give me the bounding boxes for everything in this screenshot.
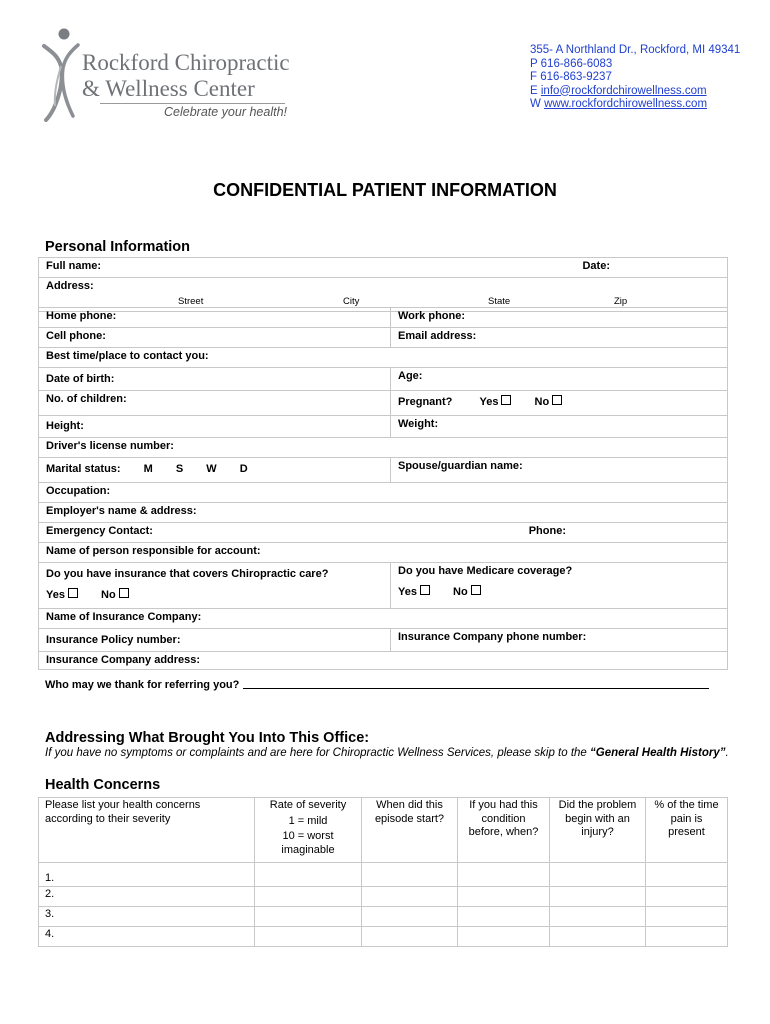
personal-info-heading: Personal Information	[45, 239, 191, 255]
pregnant-field	[391, 391, 728, 416]
personal-info-table	[38, 257, 728, 312]
work-phone-field[interactable]: Work phone:	[391, 308, 728, 328]
age-field[interactable]: Age:	[391, 368, 728, 391]
zip-label: Zip	[614, 296, 628, 307]
person-figure-icon	[40, 28, 80, 122]
web-prefix: W	[530, 98, 541, 110]
pregnant-no-checkbox[interactable]	[552, 395, 562, 405]
marital-label: Marital status:	[46, 463, 121, 475]
policy-number-field[interactable]: Insurance Policy number:	[39, 629, 391, 652]
emergency-contact-field[interactable]: Emergency Contact: Phone:	[39, 523, 728, 543]
logo-name-line2: & Wellness Center	[82, 76, 255, 101]
address-label: Address:	[46, 280, 94, 292]
logo-tagline: Celebrate your health!	[164, 105, 287, 119]
col-previous: If you had this condition before, when?	[458, 798, 550, 863]
pregnant-yes-checkbox[interactable]	[501, 395, 511, 405]
cell-phone-field[interactable]: Cell phone:	[39, 328, 391, 348]
height-field[interactable]: Height:	[39, 416, 391, 438]
company-address-field[interactable]: Insurance Company address:	[39, 652, 728, 670]
responsible-person-field[interactable]: Name of person responsible for account:	[39, 543, 728, 563]
email-field[interactable]: Email address:	[391, 328, 728, 348]
emergency-phone-label: Phone:	[528, 525, 566, 537]
health-concerns-table	[38, 797, 728, 947]
marital-w-option[interactable]: W	[206, 463, 217, 475]
concern-input[interactable]: 2.	[39, 887, 255, 907]
pregnant-no-label: No	[534, 396, 550, 408]
marital-m-option[interactable]: M	[143, 463, 153, 475]
home-phone-field[interactable]: Home phone:	[39, 308, 391, 328]
employer-field[interactable]: Employer's name & address:	[39, 503, 728, 523]
license-field[interactable]: Driver's license number:	[39, 438, 728, 458]
email-prefix: E	[530, 84, 538, 97]
marital-s-option[interactable]: S	[175, 463, 184, 475]
insurance-yes-checkbox[interactable]	[68, 588, 78, 598]
health-concerns-heading: Health Concerns	[45, 777, 161, 793]
table-row	[39, 907, 728, 927]
general-health-history-ref: “General Health History”	[590, 747, 726, 759]
insurance-options	[46, 587, 383, 604]
dob-field[interactable]: Date of birth:	[39, 368, 391, 391]
clinic-email-line	[530, 85, 740, 99]
city-label: City	[343, 296, 360, 307]
clinic-logo	[40, 28, 290, 123]
company-phone-field[interactable]: Insurance Company phone number:	[391, 629, 728, 652]
page-title: CONFIDENTIAL PATIENT INFORMATION	[213, 180, 557, 200]
clinic-address: 355- A Northland Dr., Rockford, MI 49341	[530, 44, 741, 56]
pregnant-label: Pregnant?	[398, 396, 453, 408]
concern-input[interactable]: 1.	[39, 863, 255, 887]
children-field[interactable]: No. of children:	[39, 391, 391, 416]
col-episode-start: When did this episode start?	[362, 798, 458, 863]
occupation-field[interactable]: Occupation:	[39, 483, 728, 503]
date-label: Date:	[582, 260, 610, 272]
referral-line	[45, 678, 709, 691]
col-severity: Rate of severity 1 = mild 10 = worst imaginable	[255, 798, 362, 863]
insurance-question-cell	[39, 563, 391, 609]
concern-input[interactable]: 4.	[39, 927, 255, 947]
weight-field[interactable]: Weight:	[391, 416, 728, 438]
table-row	[39, 927, 728, 947]
state-label: State	[488, 296, 511, 307]
medicare-question: Do you have Medicare coverage?	[398, 565, 573, 577]
email-link[interactable]: info@rockfordchirowellness.com	[540, 84, 707, 97]
table-row	[39, 887, 728, 907]
medicare-options	[398, 584, 720, 601]
best-time-field[interactable]: Best time/place to contact you:	[39, 348, 728, 368]
logo-name-line1: Rockford Chiropractic	[82, 50, 290, 75]
medicare-question-cell	[391, 563, 728, 609]
full-name-field[interactable]: Full name: Date:	[39, 258, 728, 278]
street-label: Street	[178, 296, 204, 307]
medicare-yes-checkbox[interactable]	[420, 585, 430, 595]
spouse-field[interactable]: Spouse/guardian name:	[391, 458, 728, 483]
marital-status-field	[39, 458, 391, 483]
clinic-fax: F 616-863-9237	[530, 71, 612, 83]
medicare-no-checkbox[interactable]	[471, 585, 481, 595]
col-pain-percent: % of the time pain is present	[646, 798, 728, 863]
medicare-no-label: No	[453, 586, 468, 598]
clinic-phone: P 616-866-6083	[530, 57, 613, 70]
table-row	[39, 863, 728, 887]
concern-input[interactable]: 3.	[39, 907, 255, 927]
insurance-no-checkbox[interactable]	[119, 588, 129, 598]
referral-input-line[interactable]	[243, 678, 709, 689]
insurance-no-label: No	[101, 589, 116, 601]
col-health-concerns: Please list your health concerns according to their severity	[39, 798, 255, 863]
contact-info-table	[38, 307, 728, 670]
col-injury: Did the problem begin with an injury?	[550, 798, 646, 863]
contact-block	[530, 44, 740, 112]
addressing-intro: If you have no symptoms or complaints and are here for Chiropractic Wellness Services, please skip to the “General Health History”.	[45, 747, 729, 759]
pregnant-yes-label: Yes	[479, 396, 499, 408]
medicare-yes-label: Yes	[398, 586, 417, 598]
insurance-company-field[interactable]: Name of Insurance Company:	[39, 609, 728, 629]
insurance-question: Do you have insurance that covers Chiropractic care?	[46, 568, 329, 580]
marital-d-option[interactable]: D	[239, 463, 248, 475]
logo-divider	[100, 103, 285, 104]
clinic-web-line	[530, 98, 740, 112]
insurance-yes-label: Yes	[46, 589, 65, 601]
website-link[interactable]: www.rockfordchirowellness.com	[544, 98, 708, 110]
addressing-heading: Addressing What Brought You Into This Office:	[45, 730, 370, 746]
referral-label: Who may we thank for referring you?	[45, 679, 240, 691]
